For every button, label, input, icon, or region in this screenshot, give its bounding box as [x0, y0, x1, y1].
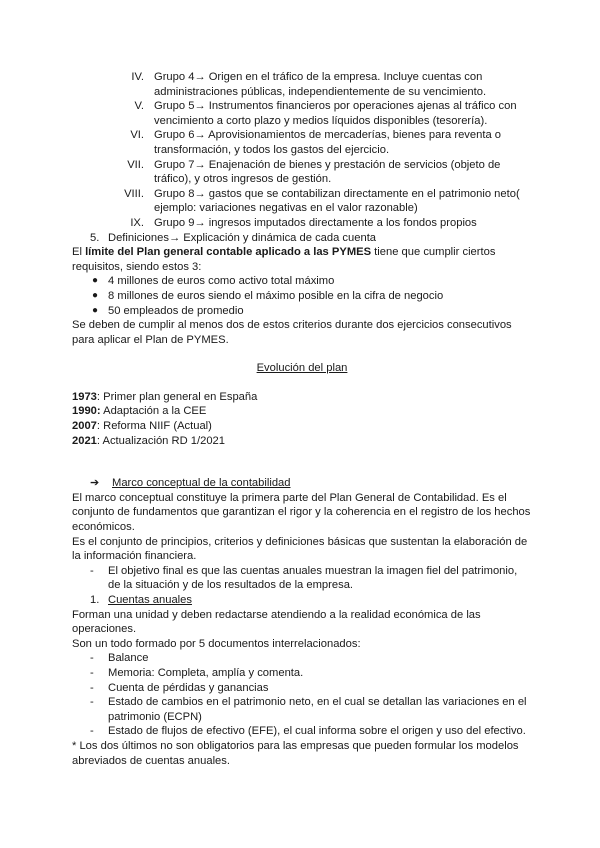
documents-list: [72, 651, 532, 739]
list-text: 8 millones de euros siendo el máximo posible en la cifra de negocio: [108, 289, 444, 302]
year-line: [72, 390, 532, 405]
dash-icon: -: [90, 696, 94, 709]
list-number: 1.: [90, 594, 100, 606]
list-text: Grupo 4→ Origen en el tráfico de la empresa. Incluye cuentas con administraciones públicas, independientemente de su vencimiento.: [154, 71, 487, 98]
year-line: [72, 404, 532, 419]
list-number: 5.: [90, 231, 100, 244]
list-text: Grupo 9→ ingresos imputados directamente a los fondos propios: [154, 216, 477, 229]
year-label: 2007: [72, 420, 97, 433]
list-number: IX.: [130, 216, 144, 229]
year-label: 1990:: [72, 405, 101, 418]
year-separator: :: [96, 390, 100, 403]
list-number: VIII.: [124, 187, 144, 200]
year-separator: :: [96, 420, 100, 433]
evolution-heading: Evolución del plan: [256, 362, 348, 375]
footnote: * Los dos últimos no son obligatorios para las empresas que pueden formular los modelos abreviados de cuentas anuales.: [72, 739, 519, 767]
list-text: Balance: [108, 652, 149, 665]
list-item: [82, 274, 532, 289]
definitions-item: [90, 231, 532, 246]
list-item: [108, 216, 532, 231]
year-separator: :: [96, 434, 100, 447]
cuentas-paragraph-1: Forman una unidad y deben redactarse atendiendo a la realidad económica de las operaciones.: [72, 608, 481, 636]
bullet-icon: ●: [91, 289, 99, 301]
list-item: [90, 651, 532, 666]
arrow-right-icon: ➔: [90, 477, 100, 490]
list-item: [82, 304, 532, 319]
bullet-icon: ●: [91, 304, 99, 316]
list-text: Grupo 7→ Enajenación de bienes y prestación de servicios (objeto de tráfico), y otros ingresos de gestión.: [154, 158, 501, 186]
list-number: V.: [134, 100, 144, 113]
bullet-icon: ●: [91, 275, 99, 287]
list-number: IV.: [131, 71, 144, 83]
year-label: 2021: [72, 434, 97, 447]
marco-heading-text: Marco conceptual de la contabilidad: [112, 477, 291, 490]
list-item: [108, 128, 532, 157]
year-label: 1973: [72, 390, 97, 403]
intro-bold-text: límite del Plan general contable aplicado a las PYMES: [85, 246, 372, 259]
year-text: Primer plan general en España: [100, 390, 258, 403]
list-item: [108, 187, 532, 216]
list-text: Estado de cambios en el patrimonio neto, en el cual se detallan las variaciones en el patrimonio (ECPN): [108, 696, 527, 723]
dash-icon: -: [90, 652, 94, 665]
list-text: Cuenta de pérdidas y ganancias: [108, 681, 269, 694]
year-text: Adaptación a la CEE: [100, 405, 207, 418]
pymes-closing: Se deben de cumplir al menos dos de estos criterios durante dos ejercicios consecutivos para aplicar el Plan de PYMES.: [72, 319, 512, 346]
dash-icon: -: [90, 681, 94, 694]
list-text: Estado de flujos de efectivo (EFE), el cual informa sobre el origen y uso del efectivo.: [108, 725, 526, 738]
cuentas-heading: [90, 593, 532, 608]
list-number: VII.: [127, 158, 144, 171]
document-page: [72, 70, 532, 768]
list-text: Memoria: Completa, amplía y comenta.: [108, 666, 304, 679]
list-item: [108, 99, 532, 128]
list-text: Grupo 5→ Instrumentos financieros por operaciones ajenas al tráfico con vencimiento a corto plazo y medios líquidos disponibles (tesorería).: [154, 100, 517, 127]
list-text: 4 millones de euros como activo total máximo: [108, 275, 335, 288]
list-text: El objetivo final es que las cuentas anuales muestran la imagen fiel del patrimonio, de la situación y de los resultados de la empresa.: [108, 564, 518, 592]
pymes-intro: [72, 245, 532, 274]
cuentas-heading-text: Cuentas anuales: [108, 594, 192, 606]
pymes-criteria-list: [72, 274, 532, 318]
list-item: [82, 289, 532, 304]
year-line: [72, 419, 532, 434]
intro-text: tiene que cumplir ciertos requisitos, siendo estos 3:: [72, 246, 496, 273]
evolution-list: [72, 390, 532, 448]
year-text: Actualización RD 1/2021: [100, 434, 226, 447]
list-item: [108, 158, 532, 187]
list-number: VI.: [130, 129, 144, 142]
group-list: [72, 70, 532, 231]
marco-paragraph-2: Es el conjunto de principios, criterios y definiciones básicas que sustentan la elaboración de la información financiera.: [72, 535, 528, 563]
objective-item: [90, 564, 532, 593]
list-item: [108, 70, 532, 99]
dash-icon: -: [90, 725, 94, 738]
intro-text: El: [72, 246, 86, 259]
list-text: 50 empleados de promedio: [108, 304, 244, 317]
list-item: [90, 681, 532, 696]
list-text: Definiciones→ Explicación y dinámica de cada cuenta: [108, 231, 377, 244]
marco-paragraph-1: El marco conceptual constituye la primera parte del Plan General de Contabilidad. Es el conjunto de fundamentos que garantizan el rigor y la coherencia en el registro de los hechos económicos.: [72, 491, 531, 534]
list-text: Grupo 8→ gastos que se contabilizan directamente en el patrimonio neto( ejemplo: variaciones negativas en el valor razonable): [154, 187, 520, 215]
list-text: Grupo 6→ Aprovisionamientos de mercaderías, bienes para reventa o transformación, y todos los gastos del ejercicio.: [154, 129, 502, 156]
dash-icon: -: [90, 564, 94, 577]
marco-heading: [90, 476, 532, 491]
year-text: Reforma NIIF (Actual): [100, 420, 212, 433]
dash-icon: -: [90, 666, 94, 679]
year-line: [72, 434, 532, 449]
list-item: [90, 666, 532, 681]
list-item: [90, 724, 532, 739]
list-item: [90, 695, 532, 724]
cuentas-paragraph-2: Son un todo formado por 5 documentos interrelacionados:: [72, 637, 361, 650]
